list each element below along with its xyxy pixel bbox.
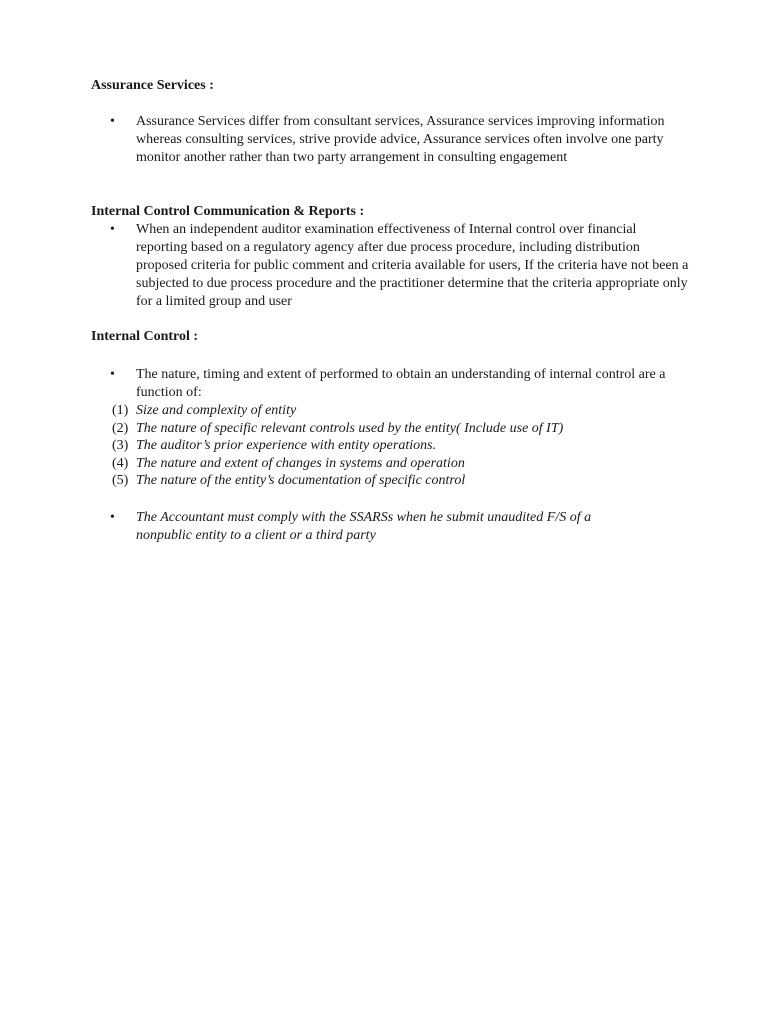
list-item-number: (1) bbox=[112, 403, 129, 418]
bullet-text: The nature, timing and extent of performed to obtain an understanding of internal control are a function of: bbox=[136, 367, 666, 400]
bullet-text: The Accountant must comply with the SSARSs when he submit unaudited F/S of a nonpublic entity to a client or a third party bbox=[136, 510, 592, 543]
list-item-text: The nature of specific relevant controls used by the entity( Include use of IT) bbox=[136, 420, 564, 436]
bullet-icon: • bbox=[110, 114, 115, 129]
bullet-assurance-services bbox=[110, 113, 680, 167]
numbered-list bbox=[112, 402, 712, 490]
list-item-text: The nature and extent of changes in systems and operation bbox=[136, 455, 465, 471]
bullet-internal-control-communication bbox=[110, 221, 690, 311]
bullet-text: When an independent auditor examination effectiveness of Internal control over financial reporting based on a regulatory agency after due process procedure, including distribution proposed criteria for public comment and criteria available for users, If the criteria have not been a subjected to due process procedure and the practitioner determine that the criteria appropriate only for a limited group and user bbox=[136, 222, 689, 309]
bullet-icon: • bbox=[110, 367, 115, 382]
list-item-text: The nature of the entity’s documentation of specific control bbox=[136, 473, 466, 489]
list-item-text: Size and complexity of entity bbox=[136, 403, 297, 418]
bullet-internal-control bbox=[110, 366, 690, 402]
list-item bbox=[112, 472, 712, 490]
list-item-number: (3) bbox=[112, 438, 129, 454]
list-item-number: (5) bbox=[112, 473, 129, 489]
heading-internal-control: Internal Control : bbox=[91, 329, 199, 344]
list-item bbox=[112, 402, 712, 420]
bullet-text: Assurance Services differ from consultant services, Assurance services improving information whereas consulting services, strive provide advice, Assurance services often involve one party monitor another rather than two party arrangement in consulting engagement bbox=[136, 114, 665, 165]
list-item bbox=[112, 420, 712, 438]
bullet-ssars bbox=[110, 509, 630, 545]
bullet-icon: • bbox=[110, 222, 115, 237]
heading-internal-control-communication: Internal Control Communication & Reports : bbox=[91, 204, 365, 219]
bullet-icon: • bbox=[110, 510, 115, 525]
list-item bbox=[112, 437, 712, 455]
list-item-number: (2) bbox=[112, 420, 129, 436]
list-item bbox=[112, 455, 712, 473]
list-item-text: The auditor’s prior experience with entity operations. bbox=[136, 438, 437, 454]
heading-assurance-services: Assurance Services : bbox=[91, 78, 214, 93]
list-item-number: (4) bbox=[112, 455, 129, 471]
